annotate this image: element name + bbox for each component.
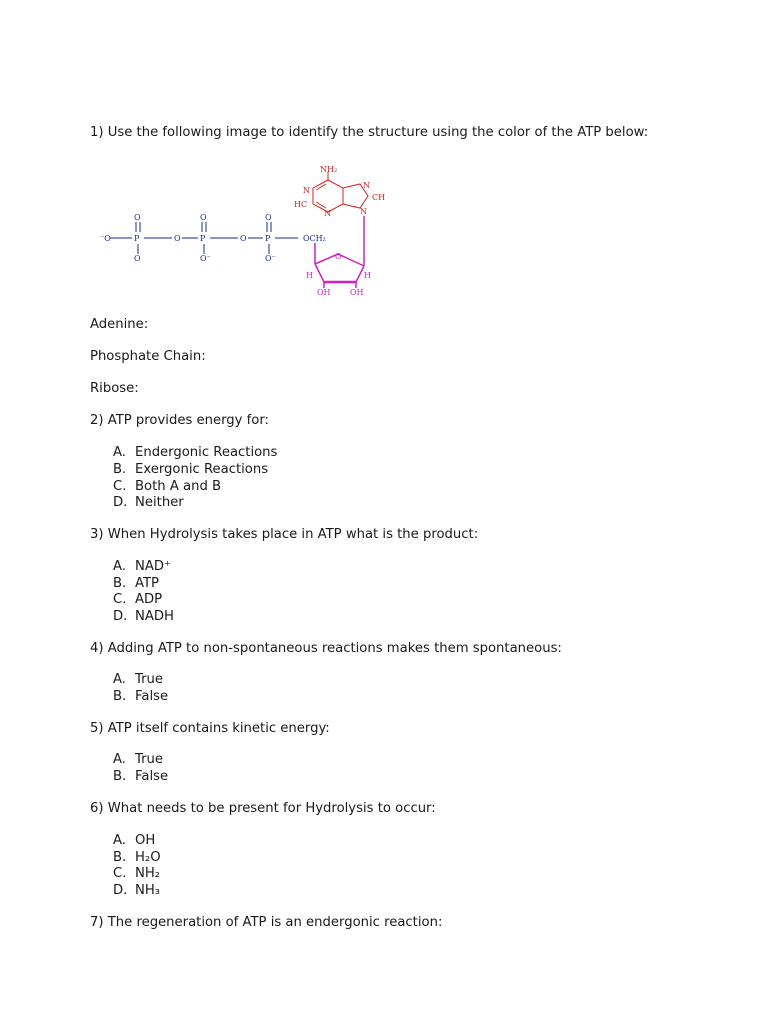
option-letter: A.: [113, 672, 126, 687]
option-text: False: [135, 769, 169, 784]
question-5-prompt: 5) ATP itself contains kinetic energy:: [90, 721, 330, 736]
phosphate-p2-label: P: [200, 234, 206, 243]
phosphate-p3-label: P: [265, 234, 271, 243]
adenine-labels: [294, 165, 385, 218]
option-text: Both A and B: [135, 479, 222, 494]
ribose-o-label: O: [335, 252, 342, 261]
option-text: False: [135, 689, 169, 704]
option-letter: C.: [113, 592, 127, 607]
phosphate-o1-top-label: O: [134, 213, 141, 222]
question-6-prompt: 6) What needs to be present for Hydrolysis to occur:: [90, 801, 436, 816]
label-adenine: Adenine:: [90, 317, 149, 332]
option-text: Neither: [135, 495, 184, 510]
option-text: Endergonic Reactions: [135, 445, 278, 460]
adenine-hc2-label: HC: [294, 200, 308, 209]
option-letter: D.: [113, 495, 128, 510]
option-text: OH: [135, 833, 156, 848]
option-text: NAD⁺: [135, 559, 172, 574]
question-1-prompt: 1) Use the following image to identify the structure using the color of the ATP below:: [90, 125, 649, 140]
phosphate-och2-label: OCH₂: [303, 234, 326, 243]
phosphate-p1-label: P: [134, 234, 140, 243]
option-letter: D.: [113, 609, 128, 624]
adenine-ch8-label: CH: [372, 193, 386, 202]
label-phosphate-chain: Phosphate Chain:: [90, 349, 206, 364]
option-letter: A.: [113, 559, 126, 574]
ribose-h1-label: H: [364, 271, 371, 280]
phosphate-bridge-o2-label: O: [240, 234, 247, 243]
adenine-n7-label: N: [363, 181, 370, 190]
option-letter: B.: [113, 850, 127, 865]
question-2-prompt: 2) ATP provides energy for:: [90, 413, 269, 428]
option-text: ADP: [135, 592, 163, 607]
option-letter: A.: [113, 445, 126, 460]
option-letter: B.: [113, 689, 127, 704]
ribose-oh2-label: OH: [350, 288, 364, 297]
atp-structure-figure: [98, 158, 398, 300]
option-letter: B.: [113, 462, 127, 477]
adenine-n3-label: N: [324, 209, 331, 218]
question-3-prompt: 3) When Hydrolysis takes place in ATP what is the product:: [90, 527, 479, 542]
option-letter: B.: [113, 769, 127, 784]
phosphate-o2-bottom-label: O⁻: [200, 254, 211, 263]
question-7-prompt: 7) The regeneration of ATP is an endergonic reaction:: [90, 915, 443, 930]
question-4-prompt: 4) Adding ATP to non-spontaneous reactions makes them spontaneous:: [90, 641, 562, 656]
phosphate-o-minus-label: ⁻O: [100, 234, 111, 243]
option-letter: B.: [113, 576, 127, 591]
adenine-n9-label: N: [360, 207, 367, 216]
option-letter: D.: [113, 883, 128, 898]
option-text: H₂O: [135, 850, 161, 865]
adenine-nh2-label: NH₂: [320, 165, 338, 174]
option-text: Exergonic Reactions: [135, 462, 269, 477]
option-text: NADH: [135, 609, 174, 624]
adenine-n1-label: N: [303, 186, 310, 195]
option-text: True: [135, 672, 164, 687]
option-letter: C.: [113, 479, 127, 494]
option-text: True: [135, 752, 164, 767]
option-text: ATP: [135, 576, 160, 591]
phosphate-bridge-o1-label: O: [174, 234, 181, 243]
option-letter: A.: [113, 752, 126, 767]
phosphate-o2-top-label: O: [200, 213, 207, 222]
option-text: NH₂: [135, 866, 161, 881]
option-letter: A.: [113, 833, 126, 848]
ribose-oh3-label: OH: [317, 288, 331, 297]
adenine-ring: [313, 172, 368, 212]
label-ribose: Ribose:: [90, 381, 139, 396]
phosphate-o3-top-label: O: [265, 213, 272, 222]
option-text: NH₃: [135, 883, 161, 898]
phosphate-o1-bottom-label: O: [134, 254, 141, 263]
ribose-h4-label: H: [306, 271, 313, 280]
phosphate-o3-bottom-label: O⁻: [265, 254, 276, 263]
option-letter: C.: [113, 866, 127, 881]
